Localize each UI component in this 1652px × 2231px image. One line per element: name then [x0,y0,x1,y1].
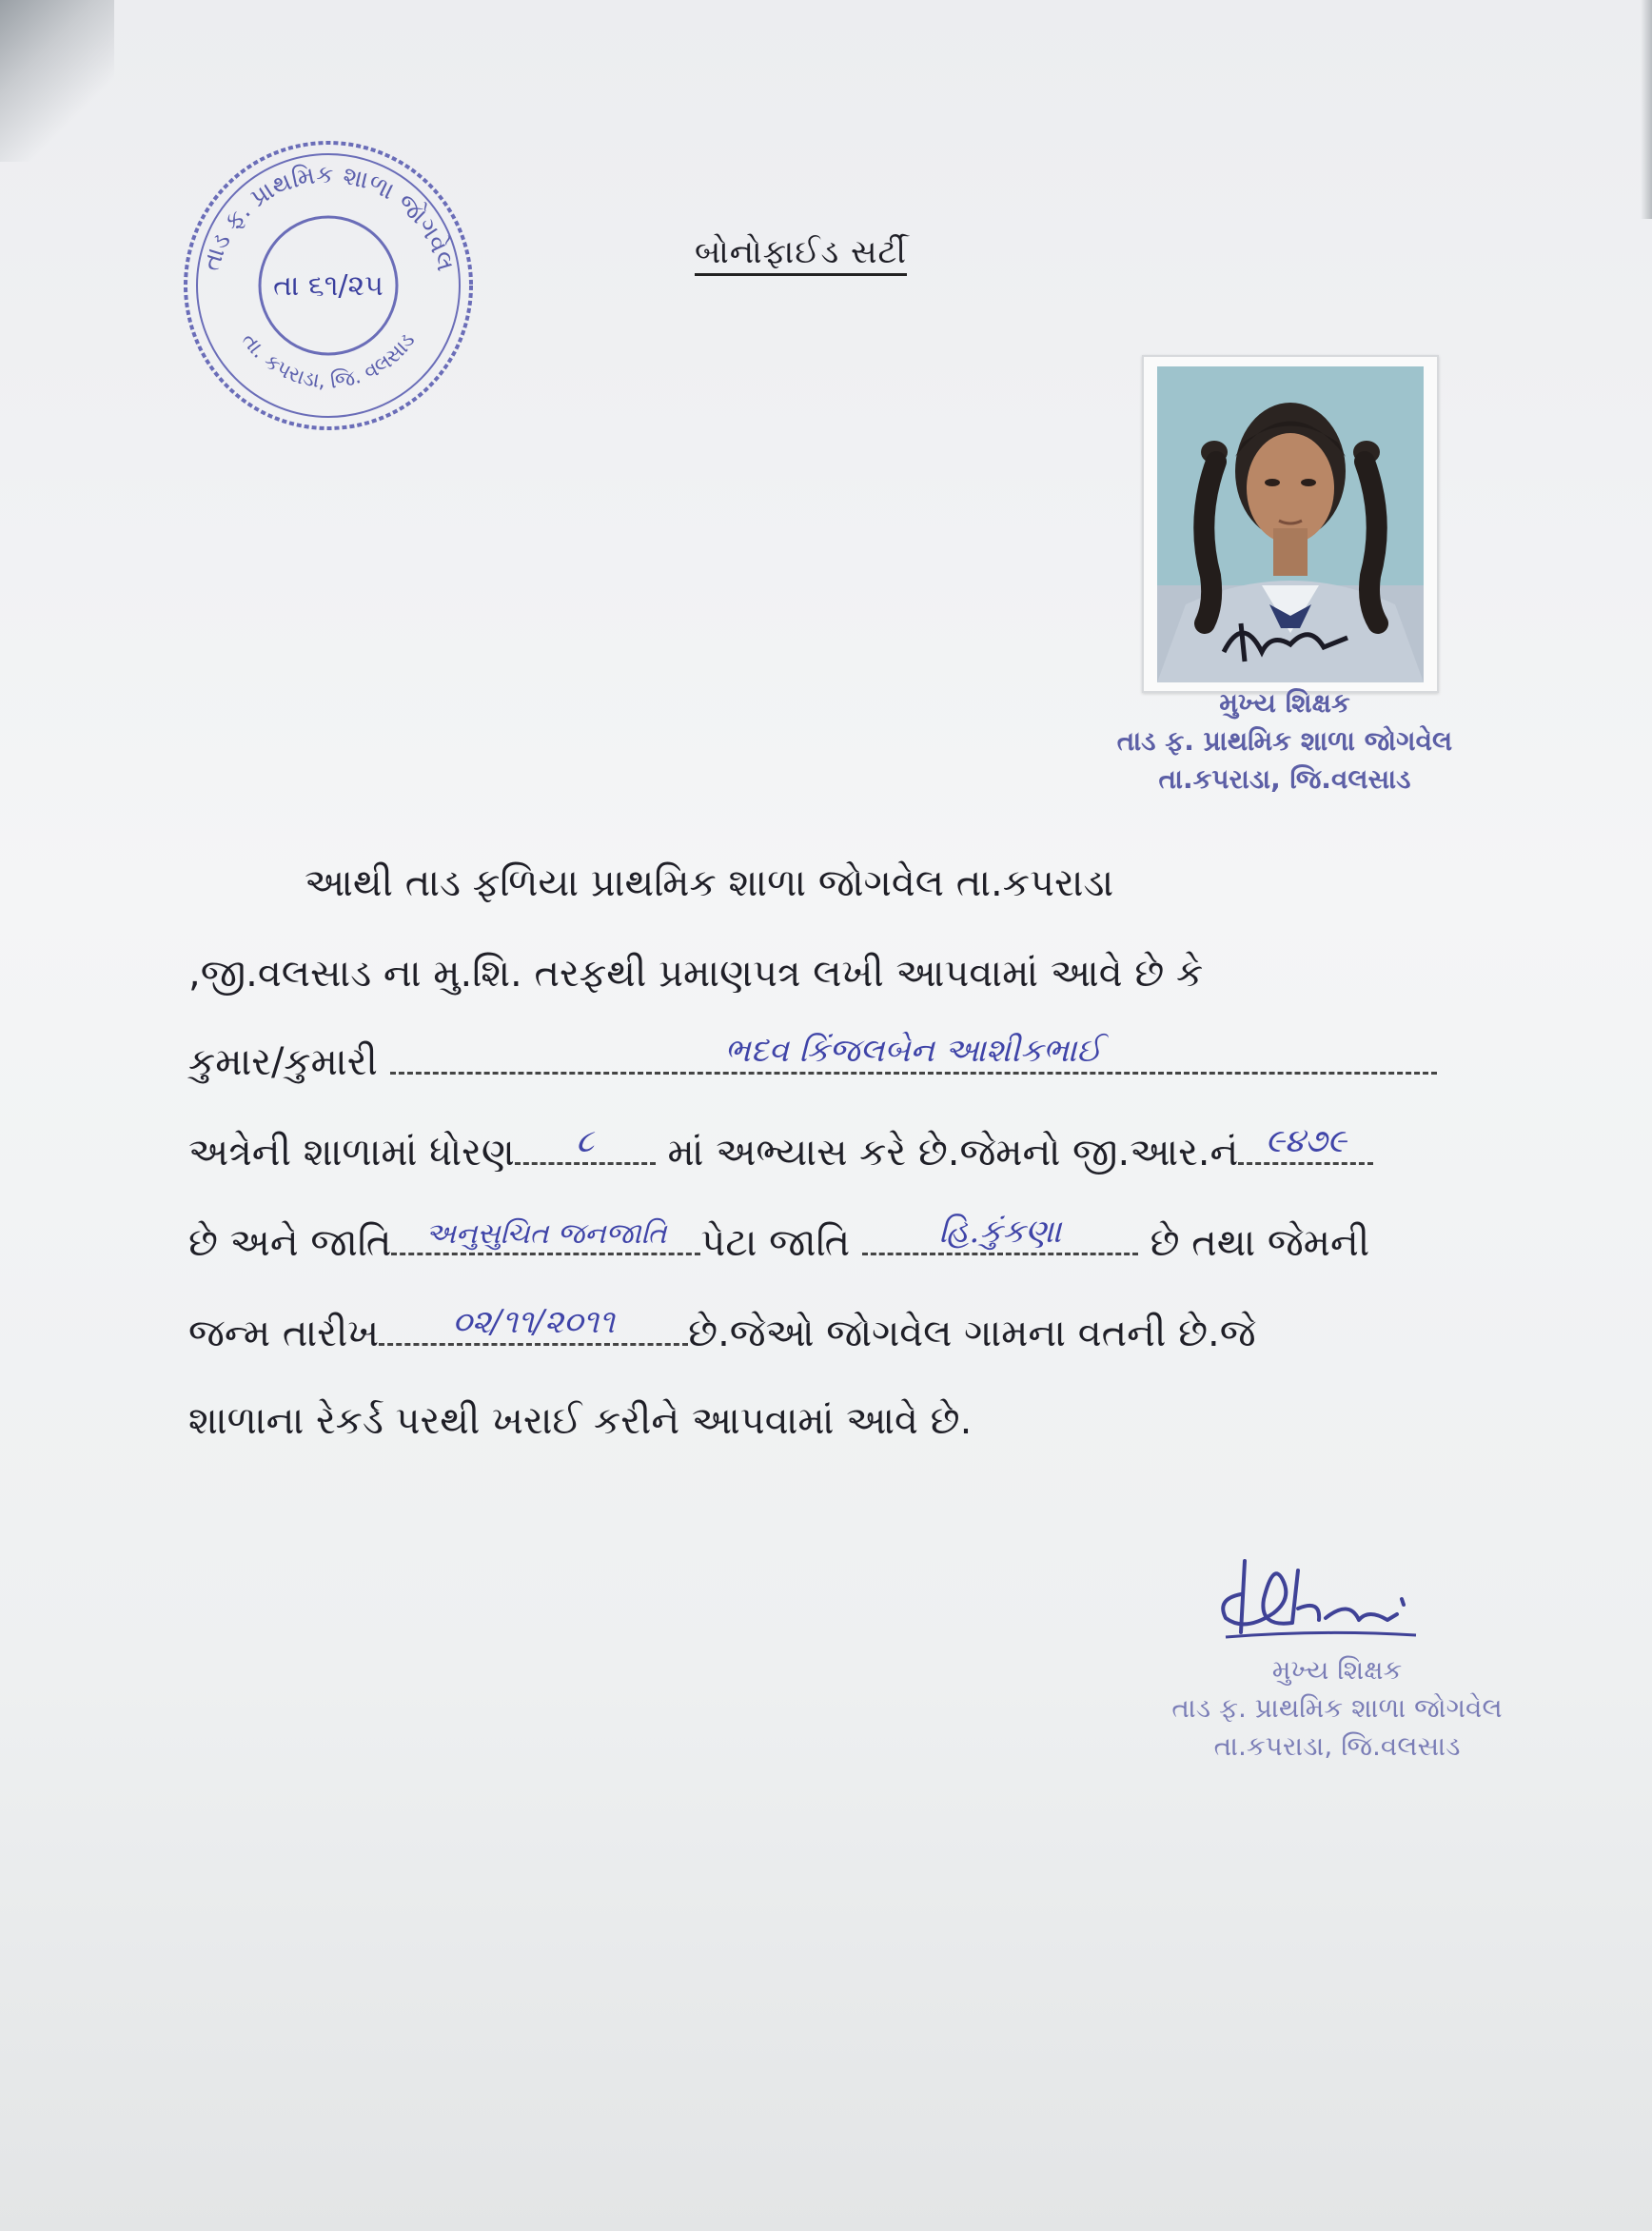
body-line-4 [188,1122,1373,1175]
school-stamp [176,128,481,433]
birth-date-field [379,1303,688,1346]
photo-headmaster-stamp [1047,687,1523,796]
kumar-kumari-label: કુમાર/કુમારી [188,1040,378,1084]
gr-number-field [1238,1122,1373,1165]
student-name-value: ભદવ કિંજલબેન આશીકભાઈ [724,1032,1102,1070]
headmaster-signature [1207,1542,1454,1650]
standard-label: અત્રેની શાળામાં ધોરણ [188,1131,515,1175]
caste-value: અનુસુચિત જનજાતિ [425,1217,667,1251]
stamp-graphic [176,128,481,433]
signature-headmaster-title: મુખ્ય શિક્ષક [1271,1654,1403,1686]
student-photo [1157,366,1424,682]
certificate-title: બોનોફાઈડ સર્ટી [695,233,907,276]
sub-caste-value: હિ.કુંકણા [938,1213,1062,1251]
gr-number-label: માં અભ્યાસ કરે છે.જેમનો જી.આર.નં [667,1131,1239,1175]
school-address: તા.કપરાડા, જિ.વલસાડ [1158,763,1411,795]
line-5-suffix: છે તથા જેમની [1150,1221,1370,1265]
student-name-field [390,1032,1437,1075]
stamp-lower-text: તા. કપરાડા, જિ. વલસાડ [236,328,421,394]
line-6-suffix: છે.જેઓ જોગવેલ ગામના વતની છે.જે [688,1312,1256,1355]
body-line-7: શાળાના રેકર્ડ પરથી ખરાઈ કરીને આપવામાં આવે છે. [188,1399,973,1443]
gr-number-value: ૯૪૭૯ [1265,1122,1347,1160]
body-line-2: ,જી.વલસાડ ના મુ.શિ. તરફથી પ્રમાણપત્ર લખી આપવામાં આવે છે કે [188,952,1204,996]
signature-headmaster-stamp [1085,1654,1589,1763]
birth-date-value: ૦૨/૧૧/૨૦૧૧ [452,1303,615,1341]
birth-date-label: જન્મ તારીખ [188,1312,380,1355]
school-name: તાડ ફ. પ્રાથમિક શાળા જોગવેલ [1116,725,1453,757]
sub-caste-field [862,1213,1138,1255]
caste-label: છે અને જાતિ [188,1221,392,1265]
stamp-outer-text: તાડ ફ. પ્રાથમિક શાળા જોગવેલ [196,160,461,275]
sub-caste-label: પેટા જાતિ [700,1221,851,1265]
standard-field [515,1122,656,1165]
body-line-1: આથી તાડ ફળિયા પ્રાથમિક શાળા જોગવેલ તા.કપરાડા [305,861,1114,905]
signature-school-name: તાડ ફ. પ્રાથમિક શાળા જોગવેલ [1171,1692,1503,1724]
stamp-number: તા ૬૧/૨૫ [273,269,384,303]
body-line-5 [188,1213,1370,1265]
headmaster-title: મુખ્ય શિક્ષક [1219,687,1350,719]
standard-value: ૮ [576,1122,595,1160]
signature-school-address: તા.કપરાડા, જિ.વલસાડ [1213,1730,1461,1762]
caste-field [391,1218,700,1255]
page-edge-shadow [1641,0,1652,219]
page-corner-shadow [0,0,114,162]
body-line-3 [188,1032,1437,1084]
body-line-6 [188,1303,1256,1355]
student-photo-frame [1142,355,1439,693]
